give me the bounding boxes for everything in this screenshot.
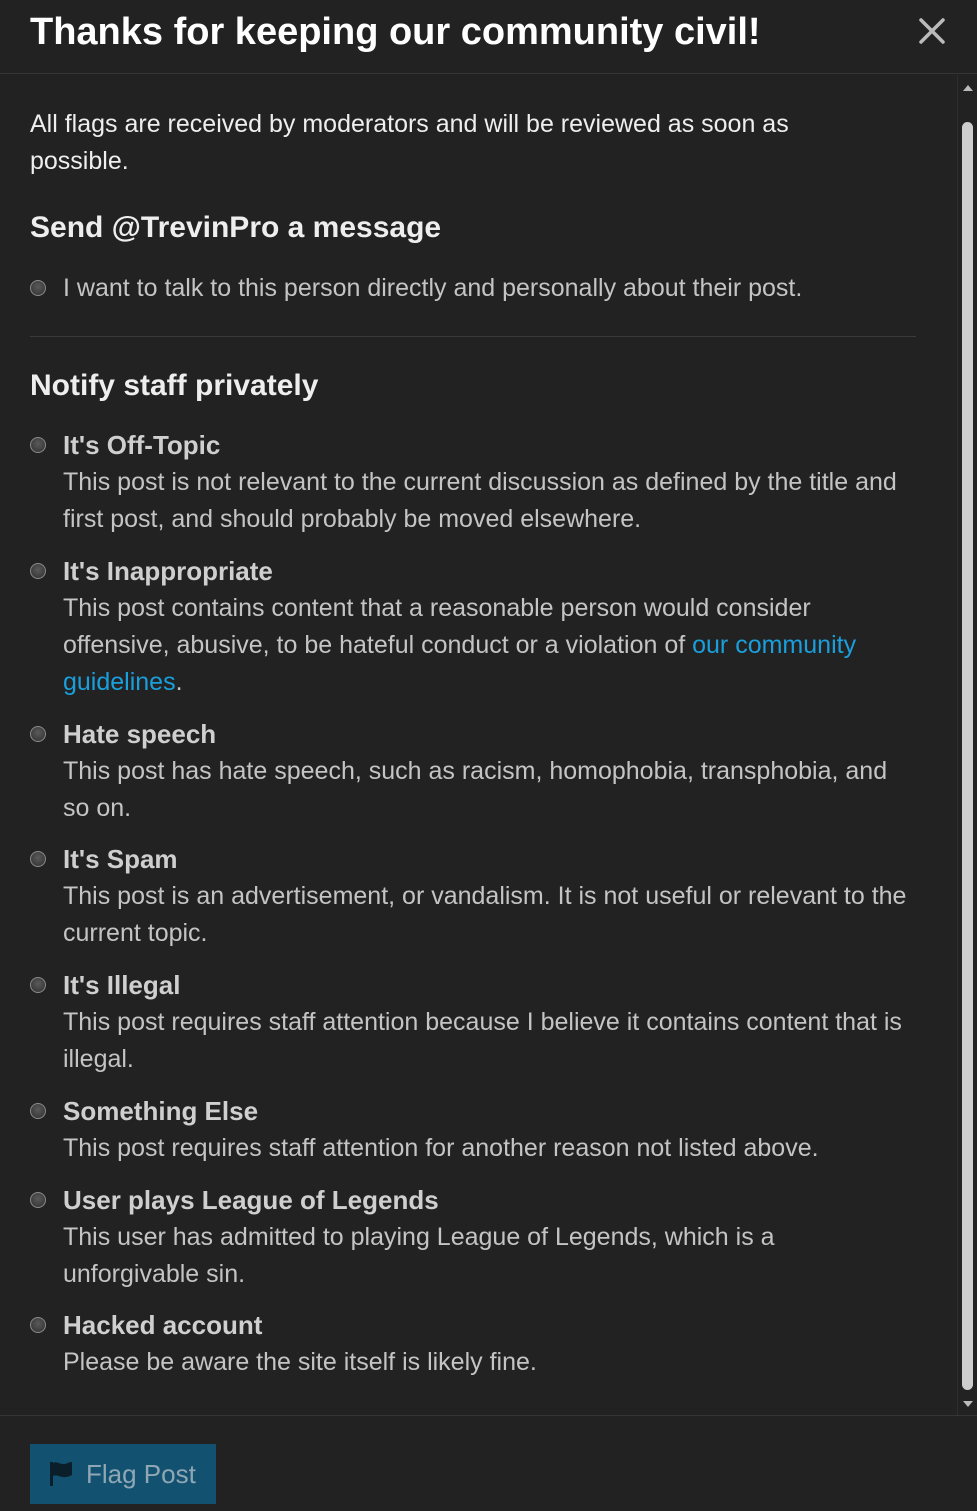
option-description: This post is not relevant to the current discussion as defined by the title and first post, and should probably be moved elsewhere.	[63, 468, 897, 533]
option-description: This post has hate speech, such as racism, homophobia, transphobia, and so on.	[63, 757, 888, 822]
flag-button-label: Flag Post	[86, 1459, 196, 1489]
option-title: Hacked account	[63, 1310, 263, 1340]
section-divider	[30, 336, 916, 337]
option-description: This post requires staff attention for another reason not listed above.	[63, 1134, 819, 1162]
option-description: This user has admitted to playing League of Legends, which is a unforgivable sin.	[63, 1223, 775, 1288]
flag-icon	[48, 1461, 74, 1487]
option-title: It's Off-Topic	[63, 430, 221, 460]
flag-post-button[interactable]	[30, 1444, 216, 1504]
option-title: Something Else	[63, 1096, 259, 1126]
radio-league-of-legends[interactable]	[30, 1192, 46, 1208]
option-description: This post requires staff attention because I believe it contains content that is illegal.	[63, 1008, 902, 1073]
radio-spam[interactable]	[30, 851, 46, 867]
option-description	[63, 590, 916, 701]
option-title: User plays League of Legends	[63, 1185, 439, 1215]
option-label: I want to talk to this person directly and personally about their post.	[63, 274, 803, 302]
arrow-down-icon[interactable]	[961, 1397, 975, 1411]
intro-text: All flags are received by moderators and will be reviewed as soon as possible.	[30, 110, 789, 175]
option-title: It's Illegal	[63, 970, 181, 1000]
scrollbar-thumb[interactable]	[962, 122, 973, 1390]
description-text-end: .	[175, 668, 183, 696]
close-icon	[917, 14, 947, 48]
radio-illegal[interactable]	[30, 977, 46, 993]
modal-header	[0, 0, 977, 74]
arrow-up-icon[interactable]	[961, 81, 975, 95]
radio-hacked-account[interactable]	[30, 1317, 46, 1333]
option-title: It's Inappropriate	[63, 556, 273, 586]
staff-section-heading: Notify staff privately	[30, 369, 319, 402]
modal-title: Thanks for keeping our community civil!	[30, 11, 761, 53]
option-description: Please be aware the site itself is likely fine.	[63, 1348, 537, 1376]
radio-something-else[interactable]	[30, 1103, 46, 1119]
message-section-heading: Send @TrevinPro a message	[30, 211, 442, 244]
option-title: It's Spam	[63, 844, 178, 874]
community-guidelines-link[interactable]: our community guidelines	[63, 631, 857, 696]
radio-hate-speech[interactable]	[30, 726, 46, 742]
radio-off-topic[interactable]	[30, 437, 46, 453]
description-text: This post contains content that a reasonable person would consider offensive, abusive, to be hateful conduct or a violation of	[63, 594, 811, 659]
modal-footer	[0, 1415, 977, 1511]
close-button[interactable]	[917, 14, 947, 48]
modal-body	[0, 75, 957, 1415]
vertical-scrollbar[interactable]	[957, 75, 977, 1415]
radio-inappropriate[interactable]	[30, 563, 46, 579]
option-title: Hate speech	[63, 719, 217, 749]
radio-message-user[interactable]	[30, 280, 46, 296]
option-description: This post is an advertisement, or vandalism. It is not useful or relevant to the current topic.	[63, 882, 907, 947]
